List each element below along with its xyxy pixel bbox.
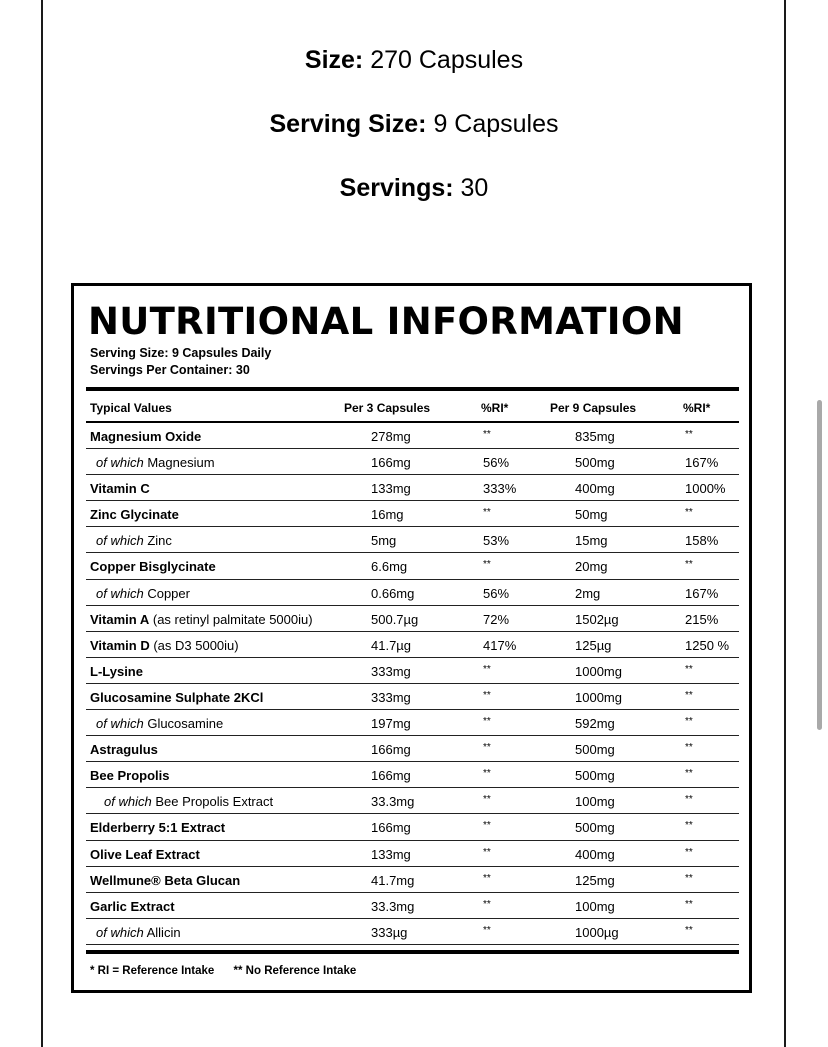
- ri-3-value: **: [483, 429, 491, 440]
- row-prefix: of which: [104, 794, 152, 810]
- ri-3-value: **: [483, 924, 491, 936]
- per-9-value: 500mg: [575, 768, 615, 784]
- per-9-value: 500mg: [575, 455, 615, 471]
- per-9-value: 125µg: [575, 637, 612, 653]
- footnotes: [90, 965, 372, 977]
- table-row: [86, 580, 739, 606]
- per-9-value: 400mg: [575, 846, 615, 862]
- per-3-value: 41.7µg: [371, 637, 412, 653]
- table-row: [86, 762, 739, 788]
- per-3-value: 500.7µg: [371, 611, 419, 627]
- per-3-value: 166mg: [371, 768, 411, 784]
- size-label: Size:: [304, 46, 364, 74]
- row-label: Glucosamine Sulphate 2KCl: [90, 689, 264, 705]
- servings-label: Servings:: [339, 174, 454, 202]
- row-name: [90, 507, 179, 522]
- per-9-value: 500mg: [575, 820, 615, 836]
- per-3-value: 33.3mg: [371, 898, 415, 914]
- per-9-value: 100mg: [575, 898, 615, 914]
- header-ri-3: %RI*: [481, 401, 509, 415]
- ri-9-value: **: [685, 924, 693, 936]
- ri-3-value: **: [483, 742, 491, 754]
- row-label: Magnesium: [147, 455, 215, 471]
- ri-3-value: 56%: [483, 585, 510, 601]
- per-9-value: 1000mg: [575, 689, 622, 705]
- serving-size-value: 9 Capsules: [433, 110, 559, 138]
- per-3-value: 166mg: [371, 455, 411, 471]
- per-3-value: 197mg: [371, 716, 411, 732]
- header-per-3: Per 3 Capsules: [344, 401, 431, 415]
- header-per-9: Per 9 Capsules: [550, 401, 637, 415]
- row-note: (as retinyl palmitate 5000iu): [152, 611, 313, 627]
- per-3-value: 133mg: [371, 846, 411, 862]
- row-prefix: of which: [96, 585, 144, 601]
- row-label: Olive Leaf Extract: [90, 846, 200, 862]
- ri-9-value: 215%: [685, 611, 719, 627]
- row-label: Bee Propolis: [90, 768, 170, 784]
- scrollbar-thumb[interactable]: [817, 400, 822, 730]
- per-3-value: 333µg: [371, 924, 408, 940]
- ri-3-value: **: [483, 794, 491, 806]
- table-row: [86, 475, 739, 501]
- per-9-value: 592mg: [575, 716, 615, 732]
- ri-3-value: 333%: [483, 481, 517, 497]
- panel-servings-per-container: Servings Per Container: 30: [90, 363, 250, 377]
- nutrition-panel: [71, 283, 752, 993]
- per-9-value: 1000µg: [575, 924, 619, 940]
- servings-value: 30: [460, 174, 489, 202]
- table-row: [86, 684, 739, 710]
- per-3-value: 41.7mg: [371, 872, 415, 888]
- table-row: [86, 736, 739, 762]
- ri-3-value: **: [483, 846, 491, 858]
- ri-9-value: **: [685, 663, 693, 675]
- table-row: [86, 893, 739, 919]
- row-label: Garlic Extract: [90, 898, 175, 914]
- table-row: [86, 449, 739, 475]
- row-name: [90, 847, 200, 862]
- header-ri-9: %RI*: [683, 401, 711, 415]
- table-row: [86, 553, 739, 579]
- row-label: Allicin: [146, 924, 181, 940]
- per-9-value: 1000mg: [575, 663, 622, 679]
- ri-3-value: 72%: [483, 611, 510, 627]
- ri-9-value: **: [685, 689, 693, 701]
- servings-line: [0, 174, 828, 203]
- row-prefix: of which: [96, 924, 144, 940]
- per-3-value: 133mg: [371, 481, 411, 497]
- per-9-value: 500mg: [575, 742, 615, 758]
- ri-9-value: **: [685, 559, 693, 571]
- row-name: [96, 455, 215, 470]
- row-label: Vitamin D: [90, 637, 150, 653]
- page-border-right: [784, 0, 786, 1047]
- ri-3-value: **: [483, 689, 491, 701]
- row-note: (as D3 5000iu): [153, 637, 239, 653]
- ri-9-value: 1000%: [685, 481, 726, 497]
- ri-9-value: **: [685, 429, 693, 440]
- ri-9-value: **: [685, 742, 693, 754]
- header-typical-values: Typical Values: [90, 401, 172, 415]
- row-name: [90, 690, 263, 705]
- row-label: Copper Bisglycinate: [90, 559, 216, 575]
- row-name: [96, 586, 190, 601]
- per-9-value: 15mg: [575, 533, 608, 549]
- row-label: Bee Propolis Extract: [155, 794, 274, 810]
- table-row: [86, 501, 739, 527]
- row-prefix: of which: [96, 455, 144, 471]
- ri-9-value: **: [685, 846, 693, 858]
- row-name: [90, 820, 225, 835]
- per-3-value: 0.66mg: [371, 585, 415, 601]
- row-name: [104, 794, 273, 809]
- table-row: [86, 606, 739, 632]
- table-row: [86, 710, 739, 736]
- table-row: [86, 841, 739, 867]
- row-name: [90, 612, 313, 627]
- footnote-nri: ** No Reference Intake: [233, 965, 357, 977]
- ri-9-value: **: [685, 768, 693, 780]
- per-9-value: 50mg: [575, 507, 608, 523]
- per-3-value: 33.3mg: [371, 794, 415, 810]
- row-name: [90, 481, 150, 496]
- per-9-value: 125mg: [575, 872, 615, 888]
- row-name: [90, 664, 143, 679]
- ri-3-value: **: [483, 820, 491, 832]
- row-label: Glucosamine: [147, 716, 224, 732]
- per-3-value: 16mg: [371, 507, 404, 523]
- row-name: [96, 716, 223, 731]
- row-name: [90, 768, 169, 783]
- table-header: [86, 394, 739, 422]
- per-3-value: 333mg: [371, 689, 411, 705]
- row-label: Zinc Glycinate: [90, 507, 179, 523]
- per-9-value: 1502µg: [575, 611, 619, 627]
- ri-3-value: **: [483, 768, 491, 780]
- row-name: [96, 533, 172, 548]
- ri-9-value: **: [685, 898, 693, 910]
- ri-9-value: **: [685, 794, 693, 806]
- row-label: L-Lysine: [90, 663, 143, 679]
- per-9-value: 100mg: [575, 794, 615, 810]
- ri-9-value: 1250 %: [685, 637, 730, 653]
- per-9-value: 400mg: [575, 481, 615, 497]
- row-label: Vitamin C: [90, 481, 150, 497]
- per-3-value: 5mg: [371, 533, 397, 549]
- page-border-left: [41, 0, 43, 1047]
- nutrition-rows: [86, 423, 739, 945]
- ri-3-value: **: [483, 898, 491, 910]
- ri-3-value: 53%: [483, 533, 510, 549]
- row-name: [90, 559, 216, 574]
- row-name: [90, 873, 240, 888]
- ri-9-value: **: [685, 872, 693, 884]
- row-label: Wellmune® Beta Glucan: [90, 872, 241, 888]
- per-9-value: 2mg: [575, 585, 601, 601]
- footer-rule: [86, 950, 739, 954]
- ri-3-value: 417%: [483, 637, 517, 653]
- size-value: 270 Capsules: [370, 46, 524, 74]
- row-name: [90, 899, 175, 914]
- ri-3-value: **: [483, 663, 491, 675]
- per-9-value: 835mg: [575, 429, 615, 444]
- row-prefix: of which: [96, 716, 144, 732]
- per-3-value: 278mg: [371, 429, 411, 444]
- panel-serving-size: Serving Size: 9 Capsules Daily: [90, 346, 272, 360]
- per-3-value: 166mg: [371, 742, 411, 758]
- row-name: [90, 638, 239, 653]
- row-name: [96, 925, 181, 940]
- serving-size-label: Serving Size:: [269, 110, 427, 138]
- row-label: Vitamin A: [90, 611, 150, 627]
- header-rule: [86, 387, 739, 391]
- row-name: [90, 429, 201, 444]
- table-row: [86, 527, 739, 553]
- ri-3-value: **: [483, 872, 491, 884]
- per-3-value: 166mg: [371, 820, 411, 836]
- table-row: [86, 919, 739, 945]
- per-3-value: 6.6mg: [371, 559, 408, 575]
- row-label: Zinc: [147, 533, 172, 549]
- footnote-ri: * RI = Reference Intake: [90, 965, 215, 977]
- table-row: [86, 658, 739, 684]
- ri-9-value: **: [685, 507, 693, 519]
- ri-3-value: **: [483, 716, 491, 728]
- ri-3-value: 56%: [483, 455, 510, 471]
- table-row: [86, 867, 739, 893]
- row-label: Elderberry 5:1 Extract: [90, 820, 226, 836]
- per-9-value: 20mg: [575, 559, 608, 575]
- row-label: Copper: [147, 585, 190, 601]
- per-3-value: 333mg: [371, 663, 411, 679]
- ri-3-value: **: [483, 507, 491, 519]
- ri-9-value: **: [685, 820, 693, 832]
- size-line: [0, 46, 828, 75]
- row-prefix: of which: [96, 533, 144, 549]
- row-label: Magnesium Oxide: [90, 429, 202, 444]
- ri-9-value: 167%: [685, 455, 719, 471]
- table-row: [86, 814, 739, 840]
- ri-9-value: 167%: [685, 585, 719, 601]
- row-label: Astragulus: [90, 742, 158, 758]
- ri-3-value: **: [483, 559, 491, 571]
- ri-9-value: 158%: [685, 533, 719, 549]
- ri-9-value: **: [685, 716, 693, 728]
- row-name: [90, 742, 158, 757]
- table-row: [86, 632, 739, 658]
- table-row: [86, 423, 739, 449]
- table-row: [86, 788, 739, 814]
- panel-title: NUTRITIONAL INFORMATION: [88, 300, 684, 343]
- serving-size-line: [0, 110, 828, 139]
